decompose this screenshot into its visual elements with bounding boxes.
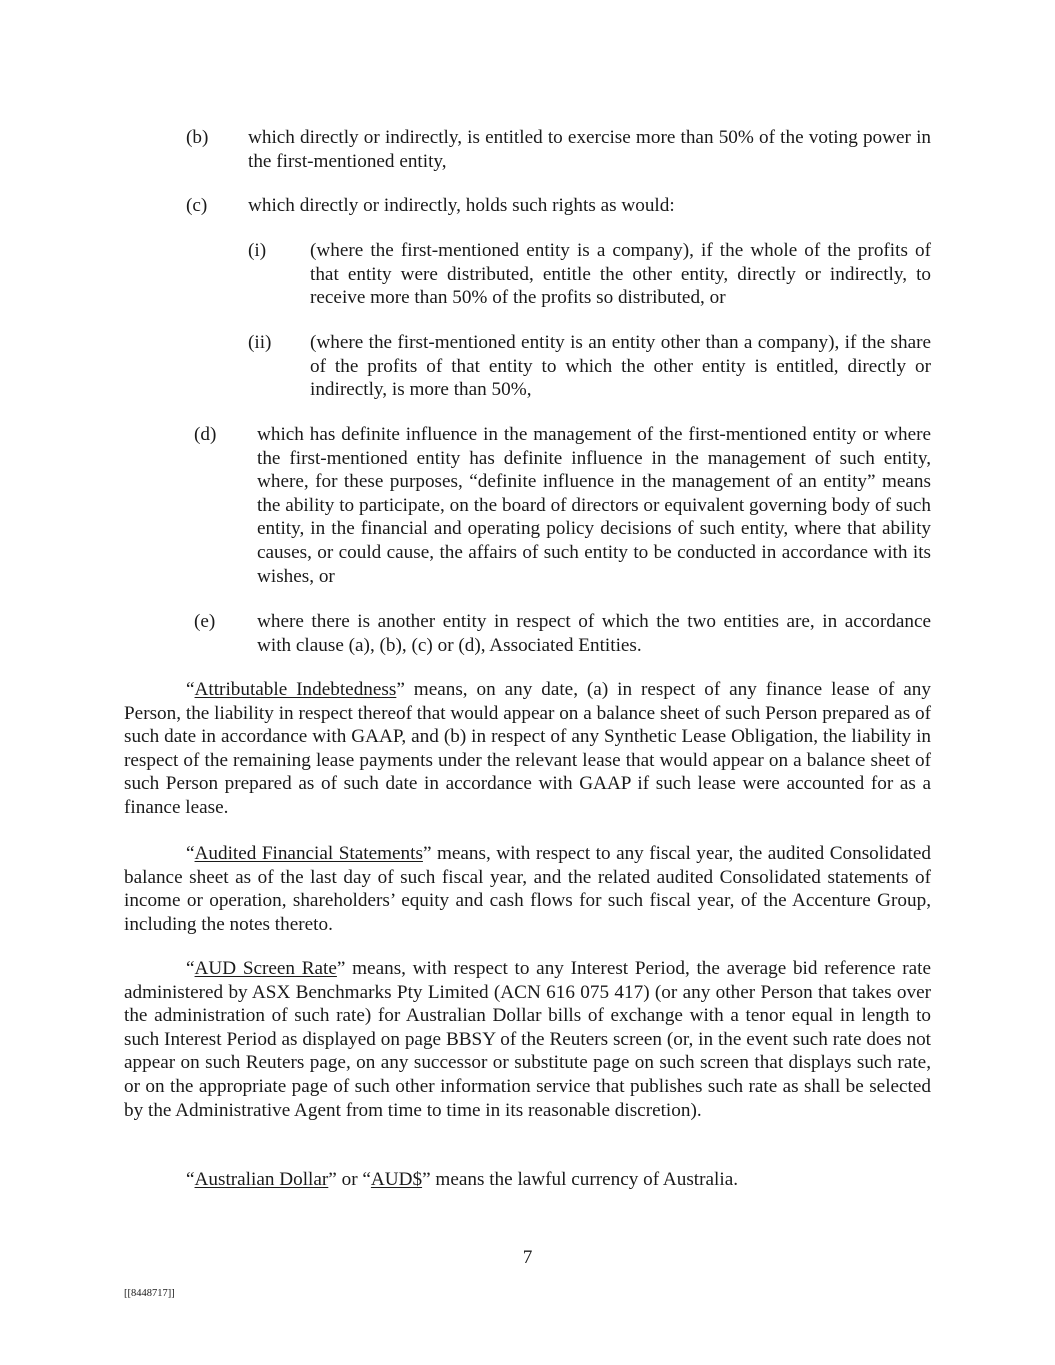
connector-text: ” or “	[328, 1169, 371, 1190]
clause-e-text: where there is another entity in respect of which the two entities are, in accordance with clause (a), (b), (c) or (d), Associated Entities.	[257, 611, 931, 656]
clause-label-e: (e)	[194, 611, 216, 632]
definition-audited-financial-statements	[124, 842, 931, 936]
clause-b-text: which directly or indirectly, is entitled to exercise more than 50% of the voting power in the first-mentioned entity,	[248, 127, 931, 172]
definition-australian-dollar	[124, 1168, 931, 1192]
definition-body: ” means, with respect to any Interest Period, the average bid reference rate administered by ASX Benchmarks Pty Limited (ACN 616 075 417) (or any other Person that takes over the administration of such rate) for Australian Dollar bills of exchange with a tenor equal in length to such Interest Period as displayed on page BBSY of the Reuters screen (or, in the event such rate does not appear on such Reuters page, on any successor or substitute page on such screen that displays such rate, or on the appropriate page of such other information service that publishes such rate as shall be selected by the Administrative Agent from time to time in its reasonable discretion).	[124, 958, 932, 1121]
document-id-footer: [[8448717]]	[124, 1288, 175, 1299]
open-quote: “	[186, 1169, 195, 1190]
clause-label-d: (d)	[194, 424, 217, 445]
definition-attributable-indebtedness	[124, 678, 931, 820]
definition-body: ” means, with respect to any fiscal year, the audited Consolidated balance sheet as of the last day of such fiscal year, and the related audited Consolidated statements of income or operation, shareholders’ equity and cash flows for such fiscal year, of the Accenture Group, including the notes thereto.	[124, 843, 931, 935]
defined-term: Attributable Indebtedness	[194, 679, 397, 700]
clause-ii-text: (where the first-mentioned entity is an entity other than a company), if the share of the profits of that entity to which the other entity is entitled, directly or indirectly, is more than 50%,	[310, 332, 931, 401]
open-quote: “	[186, 843, 195, 864]
clause-label-b: (b)	[186, 127, 209, 148]
clause-label-i: (i)	[248, 240, 267, 261]
defined-term-alias: AUD$	[370, 1169, 423, 1190]
defined-term: Australian Dollar	[194, 1169, 329, 1190]
clause-i-text: (where the first-mentioned entity is a company), if the whole of the profits of that entity were distributed, entitle the other entity, directly or indirectly, to receive more than 50% of the profits so distributed, or	[310, 240, 931, 309]
page-number: 7	[522, 1247, 533, 1268]
open-quote: “	[186, 679, 195, 700]
defined-term: AUD Screen Rate	[194, 958, 337, 979]
clause-label-ii: (ii)	[248, 332, 272, 353]
clause-label-c: (c)	[186, 195, 208, 216]
clause-c-text: which directly or indirectly, holds such rights as would:	[248, 195, 675, 216]
definition-body: ” means the lawful currency of Australia.	[422, 1169, 739, 1190]
clause-d-text: which has definite influence in the management of the first-mentioned entity or where the first-mentioned entity has definite influence in the management of such entity, where, for these purposes, “definite influence in the management of an entity” means the ability to participate, on the board of directors or equivalent governing body of such entity, in the financial and operating policy decisions of such entity, where that ability causes, or could cause, the affairs of such entity to be conducted in accordance with its wishes, or	[257, 424, 931, 587]
definition-aud-screen-rate	[124, 957, 931, 1122]
defined-term: Audited Financial Statements	[194, 843, 423, 864]
open-quote: “	[186, 958, 195, 979]
definition-body: ” means, on any date, (a) in respect of any finance lease of any Person, the liability in respect thereof that would appear on a balance sheet of such Person prepared as of such date in accordance with GAAP, and (b) in respect of any Synthetic Lease Obligation, the liability in respect of the remaining lease payments under the relevant lease that would appear on a balance sheet of such Person prepared as of such date in accordance with GAAP if such lease were accounted for as a finance lease.	[124, 679, 931, 818]
